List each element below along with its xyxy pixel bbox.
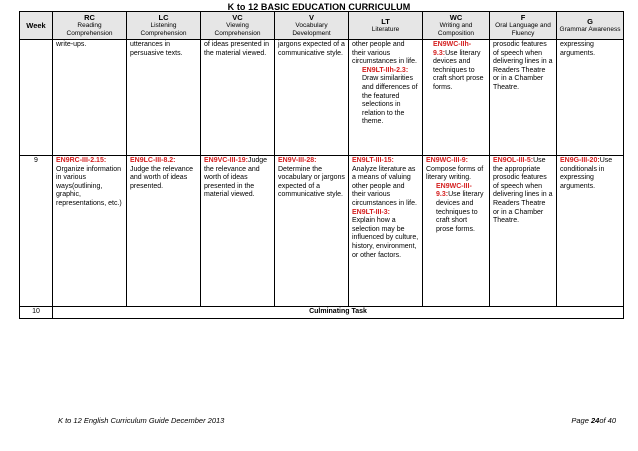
footer-page-number bbox=[571, 416, 616, 425]
w9-v-cell bbox=[275, 156, 349, 307]
w9-lc-code: EN9LC-III-8.2: bbox=[130, 157, 176, 164]
w9-wc-code-2: EN9WC-III-9.3: bbox=[436, 182, 472, 199]
w9-rc-cell bbox=[53, 156, 127, 307]
w9-lt-cell bbox=[349, 156, 423, 307]
w9-g-cell bbox=[557, 156, 624, 307]
curriculum-table bbox=[19, 11, 624, 319]
week-10-cell: 10 bbox=[20, 307, 53, 319]
w9-lt-text-b: Explain how a selection may be influenced by culture, history, environment, or other factors. bbox=[352, 217, 419, 259]
page-of: of 40 bbox=[599, 416, 616, 425]
cont-lt-code: EN9LT-IIh-2.3: bbox=[362, 66, 409, 74]
w9-wc-text-a: Compose forms of literary writing. bbox=[426, 165, 484, 182]
w9-rc-text: Organize information in various ways(outlining, graphic, representations, etc.) bbox=[56, 165, 122, 207]
header-wc: WC Writing and Composition bbox=[423, 12, 490, 40]
w9-lc-cell bbox=[127, 156, 201, 307]
cont-lt-cell bbox=[349, 40, 423, 156]
cont-lt-text-a: other people and their various circumstances in life. bbox=[352, 41, 417, 66]
w9-wc-text-b: Use literary devices and techniques to craft short prose forms. bbox=[436, 191, 484, 233]
w9-wc-cell bbox=[423, 156, 490, 307]
week-10-row bbox=[20, 307, 624, 319]
w9-f-cell bbox=[490, 156, 557, 307]
w9-vc-code: EN9VC-III-19: bbox=[204, 157, 248, 164]
header-v: V Vocabulary Development bbox=[275, 12, 349, 40]
cont-vc-cell: of ideas presented in the material viewed. bbox=[201, 40, 275, 156]
w9-lc-text: Judge the relevance and worth of ideas presented. bbox=[130, 165, 194, 190]
header-vc: VC Viewing Comprehension bbox=[201, 12, 275, 40]
w9-v-text: Determine the vocabulary or jargons expected of a communicative style. bbox=[278, 165, 345, 199]
w9-wc-code: EN9WC-III-9: bbox=[426, 157, 468, 164]
document-title: K to 12 BASIC EDUCATION CURRICULUM bbox=[227, 2, 411, 12]
w9-f-code: EN9OL-III-5: bbox=[493, 157, 534, 164]
cont-v-cell: jargons expected of a communicative style. bbox=[275, 40, 349, 156]
cont-g-cell: expressing arguments. bbox=[557, 40, 624, 156]
cont-f-cell: prosodic features of speech when delivering lines in a Readers Theatre or in a Chamber Theatre. bbox=[490, 40, 557, 156]
header-g: G Grammar Awareness bbox=[557, 12, 624, 40]
cont-lc-cell: utterances in persuasive texts. bbox=[127, 40, 201, 156]
header-lt: LT Literature bbox=[349, 12, 423, 40]
cont-wc-cell bbox=[423, 40, 490, 156]
week-9-cell: 9 bbox=[20, 156, 53, 307]
header-row bbox=[20, 12, 624, 40]
week-9-row bbox=[20, 156, 624, 307]
w9-v-code: EN9V-III-28: bbox=[278, 157, 317, 164]
w9-lt-code-2: EN9LT-III-3: bbox=[352, 208, 390, 216]
w9-lt-code: EN9LT-III-15: bbox=[352, 157, 394, 164]
w9-lt-text-a: Analyze literature as a means of valuing other people and their various circumstances in life. bbox=[352, 165, 417, 207]
w9-g-text: conditionals in expressing arguments. bbox=[560, 165, 605, 190]
cont-wc-code: EN9WC-IIh-9.3: bbox=[433, 41, 472, 57]
page-num: 24 bbox=[590, 416, 600, 425]
w9-vc-cell bbox=[201, 156, 275, 307]
cont-lt-text-b: Draw similarities and differences of the featured selections in relation to the theme. bbox=[362, 75, 418, 126]
header-f: F Oral Language and Fluency bbox=[490, 12, 557, 40]
w9-f-text: the appropriate prosodic features of speech when delivering lines in a Readers Theatre or in a Chamber Theatre. bbox=[493, 165, 553, 225]
cont-week-cell bbox=[20, 40, 53, 156]
cont-rc-cell: write-ups. bbox=[53, 40, 127, 156]
w9-vc-text-a: Judge bbox=[247, 157, 268, 164]
w9-g-code: EN9G-III-20: bbox=[560, 157, 600, 164]
footer-guide-title: K to 12 English Curriculum Guide December 2013 bbox=[58, 416, 225, 425]
week-header: Week bbox=[20, 12, 53, 40]
header-lc: LC Listening Comprehension bbox=[127, 12, 201, 40]
header-rc: RC Reading Comprehension bbox=[53, 12, 127, 40]
w9-g-text-a: Use bbox=[599, 157, 613, 164]
w9-rc-code: EN9RC-III-2.15: bbox=[56, 157, 107, 164]
culminating-task-cell: Culminating Task bbox=[53, 307, 624, 319]
cont-wc-text: Use literary devices and techniques to craft short prose forms. bbox=[433, 49, 484, 91]
page-label: Page bbox=[571, 416, 591, 425]
w9-f-text-a: Use bbox=[533, 157, 546, 164]
w9-vc-text: the relevance and worth of ideas presented in the material viewed. bbox=[204, 165, 260, 199]
continued-row bbox=[20, 40, 624, 156]
